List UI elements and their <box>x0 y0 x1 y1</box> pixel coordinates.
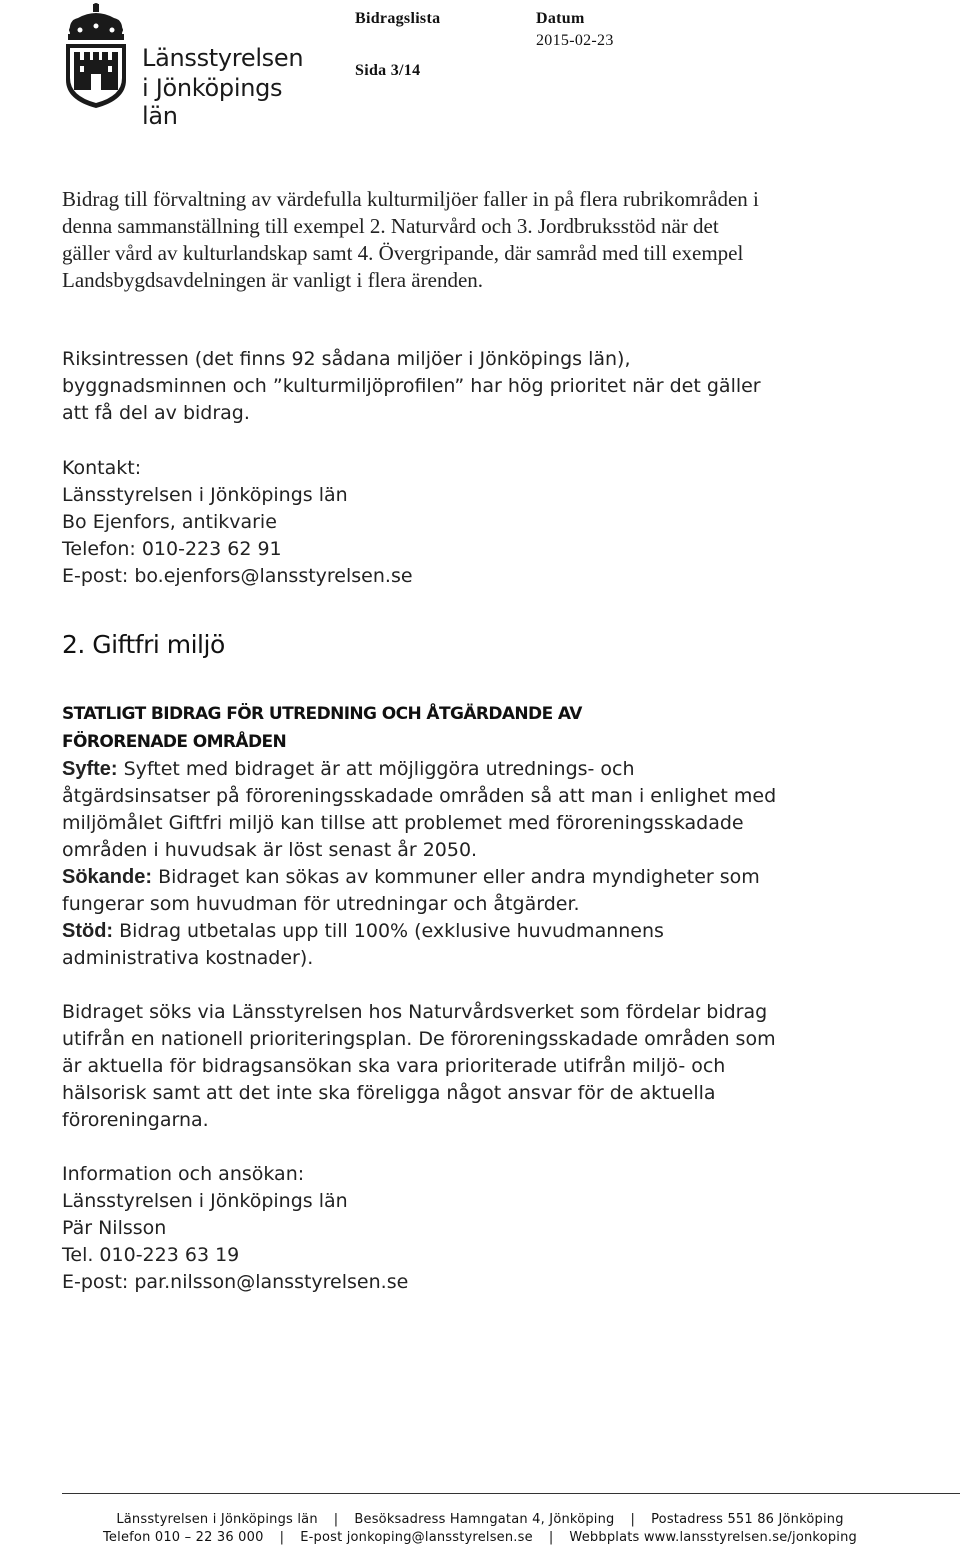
grant-details <box>62 756 782 972</box>
footer-separator: | <box>548 1530 554 1545</box>
footer-visit-address: Besöksadress Hamngatan 4, Jönköping <box>354 1512 615 1527</box>
section-title: 2. Giftfri miljö <box>62 630 225 659</box>
contact1-email[interactable]: E-post: bo.ejenfors@lansstyrelsen.se <box>62 565 413 587</box>
riks-paragraph <box>62 346 782 427</box>
footer-phone: Telefon 010 – 22 36 000 <box>103 1530 264 1545</box>
contact-block-2 <box>62 1161 408 1296</box>
contact1-heading: Kontakt: <box>62 457 142 479</box>
sokande-paragraph <box>62 864 782 918</box>
intro-text: Bidrag till förvaltning av värdefulla kulturmiljöer faller in på flera rubrikområden i denna sammanställning till exempel 2. Naturvård och 3. Jordbruksstöd när det gäller vård av kulturlandskap samt 4. Övergripande, där samråd med till exempel Landsbygdsavdelningen är vanligt i flera ärenden. <box>62 187 759 292</box>
syfte-text: Syftet med bidraget är att möjliggöra utrednings- och åtgärdsinsatser på föroreningsskadade områden så att man i enlighet med miljömålet Giftfri miljö kan tillse att problemet med föroreningsskadade områden i huvudsak är löst senast år 2050. <box>62 758 777 861</box>
logo-line2: i Jönköpings län <box>142 74 283 130</box>
contact2-name: Pär Nilsson <box>62 1217 167 1239</box>
grant-body-paragraph <box>62 999 782 1134</box>
footer-line-2 <box>0 1530 960 1545</box>
footer-separator: | <box>630 1512 636 1527</box>
contact2-phone: Tel. 010-223 63 19 <box>62 1244 240 1266</box>
footer-separator: | <box>333 1512 339 1527</box>
sokande-text: Bidraget kan sökas av kommuner eller andra myndigheter som fungerar som huvudman för utredningar och åtgärder. <box>62 866 760 915</box>
stod-label: Stöd: <box>62 920 114 942</box>
contact1-phone: Telefon: 010-223 62 91 <box>62 538 282 560</box>
contact2-email[interactable]: E-post: par.nilsson@lansstyrelsen.se <box>62 1271 409 1293</box>
footer-post-address: Postadress 551 86 Jönköping <box>651 1512 844 1527</box>
agency-logo <box>60 2 310 130</box>
grant-title-line1: STATLIGT BIDRAG FÖR UTREDNING OCH ÅTGÄRDANDE AV <box>62 704 582 724</box>
contact1-name: Bo Ejenfors, antikvarie <box>62 511 277 533</box>
grant-body-text: Bidraget söks via Länsstyrelsen hos Naturvårdsverket som fördelar bidrag utifrån en nationell prioriteringsplan. De föroreningsskadade områden som är aktuella för bidragsansökan ska vara prioriterade utifrån miljö- och hälsorisk samt att det inte ska föreligga något ansvar för de aktuella föroreningarna. <box>62 1001 776 1131</box>
doc-type-label: Bidragslista <box>355 10 441 27</box>
riks-text: Riksintressen (det finns 92 sådana miljöer i Jönköpings län), byggnadsminnen och ”kulturmiljöprofilen” har hög prioritet när det gäller att få del av bidrag. <box>62 348 761 424</box>
stod-text: Bidrag utbetalas upp till 100% (exklusive huvudmannens administrativa kostnader). <box>62 920 664 969</box>
contact1-org: Länsstyrelsen i Jönköpings län <box>62 484 348 506</box>
footer-email[interactable]: E-post jonkoping@lansstyrelsen.se <box>300 1530 533 1545</box>
stod-paragraph <box>62 918 782 972</box>
footer-divider <box>62 1493 960 1494</box>
footer-org: Länsstyrelsen i Jönköpings län <box>116 1512 318 1527</box>
footer-line-1 <box>0 1512 960 1527</box>
sokande-label: Sökande: <box>62 866 153 888</box>
syfte-label: Syfte: <box>62 758 118 780</box>
contact-block-1 <box>62 455 413 590</box>
footer-website[interactable]: Webbplats www.lansstyrelsen.se/jonkoping <box>569 1530 857 1545</box>
date-value: 2015-02-23 <box>536 32 614 49</box>
grant-title <box>62 700 582 756</box>
date-label: Datum <box>536 10 585 27</box>
contact2-org: Länsstyrelsen i Jönköpings län <box>62 1190 348 1212</box>
page-number: Sida 3/14 <box>355 62 421 79</box>
crest-icon <box>60 2 132 110</box>
footer-separator: | <box>279 1530 285 1545</box>
contact2-heading: Information och ansökan: <box>62 1163 305 1185</box>
grant-title-line2: FÖRORENADE OMRÅDEN <box>62 732 287 752</box>
logo-line1: Länsstyrelsen <box>142 44 304 72</box>
syfte-paragraph <box>62 756 782 864</box>
intro-paragraph <box>62 186 762 294</box>
